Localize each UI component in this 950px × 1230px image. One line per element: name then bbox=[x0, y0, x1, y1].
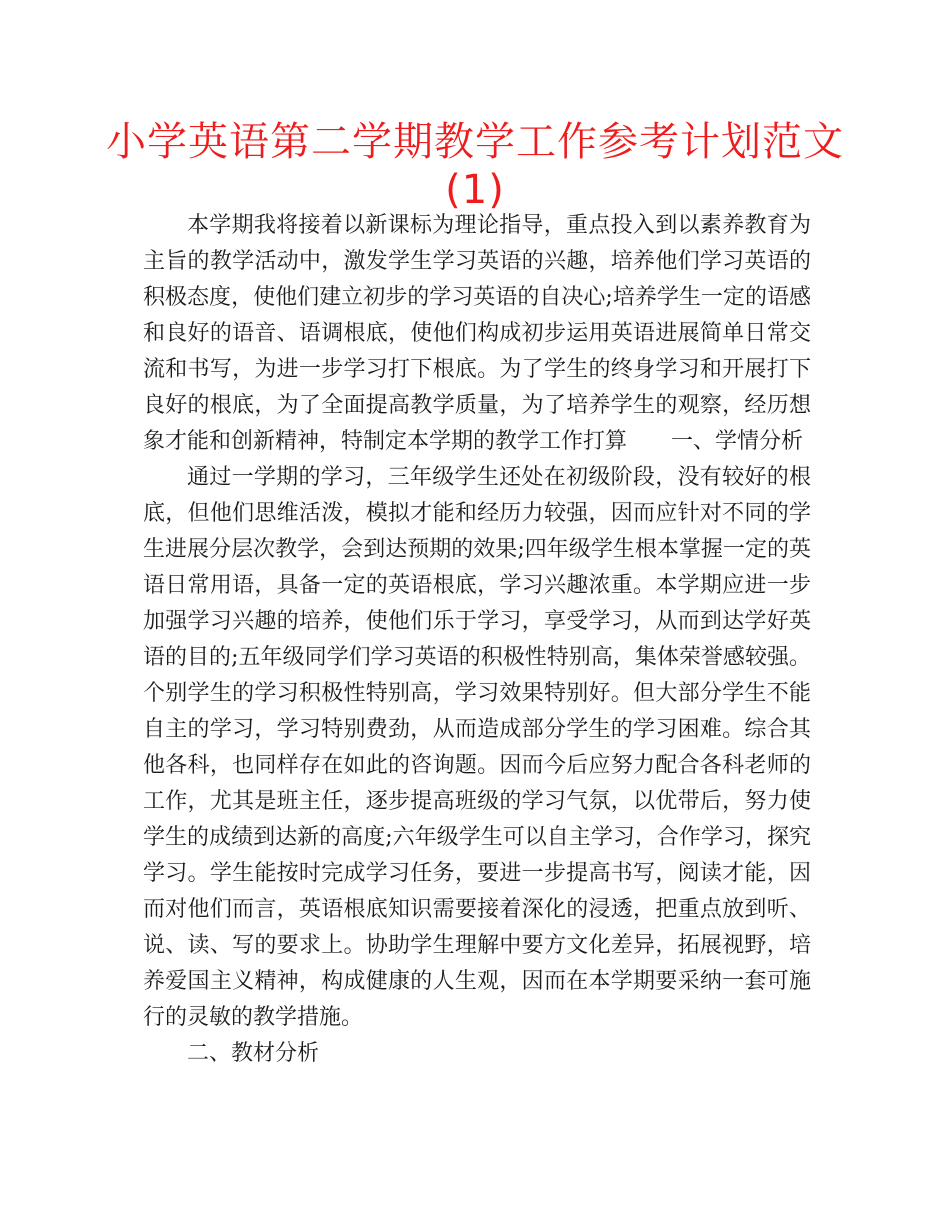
document-title: 小学英语第二学期教学工作参考计划范文(1) bbox=[106, 119, 844, 213]
section-heading-textbook-analysis: 二、教材分析 bbox=[187, 1041, 320, 1066]
paragraph-intro: 本学期我将接着以新课标为理论指导，重点投入到以素养教育为主旨的教学活动中，激发学生学习英语的兴趣，培养他们学习英语的积极态度，使他们建立初步的学习英语的自决心;培养学生一定的语感和良好的语音、语调根底，使他们构成初步运用英语进展简单日常交流和书写，为进一步学习打下根底。为了学生的终身学习和开展打下良好的根底，为了全面提高教学质量，为了培养学生的观察，经历想象才能和创新精神，特制定本学期的教学工作打算 一、学情分析 bbox=[143, 213, 811, 454]
paragraph-student-analysis: 通过一学期的学习，三年级学生还处在初级阶段，没有较好的根底，但他们思维活泼，模拟才能和经历力较强，因而应针对不同的学生进展分层次教学，会到达预期的效果;四年级学生根本掌握一定的英语日常用语，具备一定的英语根底，学习兴趣浓重。本学期应进一步加强学习兴趣的培养，使他们乐于学习，享受学习，从而到达学好英语的目的;五年级同学们学习英语的积极性特别高，集体荣誉感较强。个别学生的学习积极性特别高，学习效果特别好。但大部分学生不能自主的学习，学习特别费劲，从而造成部分学生的学习困难。综合其他各科，也同样存在如此的咨询题。因而今后应努力配合各科老师的工作，尤其是班主任，逐步提高班级的学习气氛，以优带后，努力使学生的成绩到达新的高度;六年级学生可以自主学习，合作学习，探究学习。学生能按时完成学习任务，要进一步提高书写，阅读才能，因而对他们而言，英语根底知识需要接着深化的浸透，把重点放到听、说、读、写的要求上。协助学生理解中要方文化差异，拓展视野，培养爱国主义精神，构成健康的人生观，因而在本学期要采纳一套可施行的灵敏的教学措施。 bbox=[143, 465, 811, 1030]
document-body bbox=[143, 208, 811, 1072]
